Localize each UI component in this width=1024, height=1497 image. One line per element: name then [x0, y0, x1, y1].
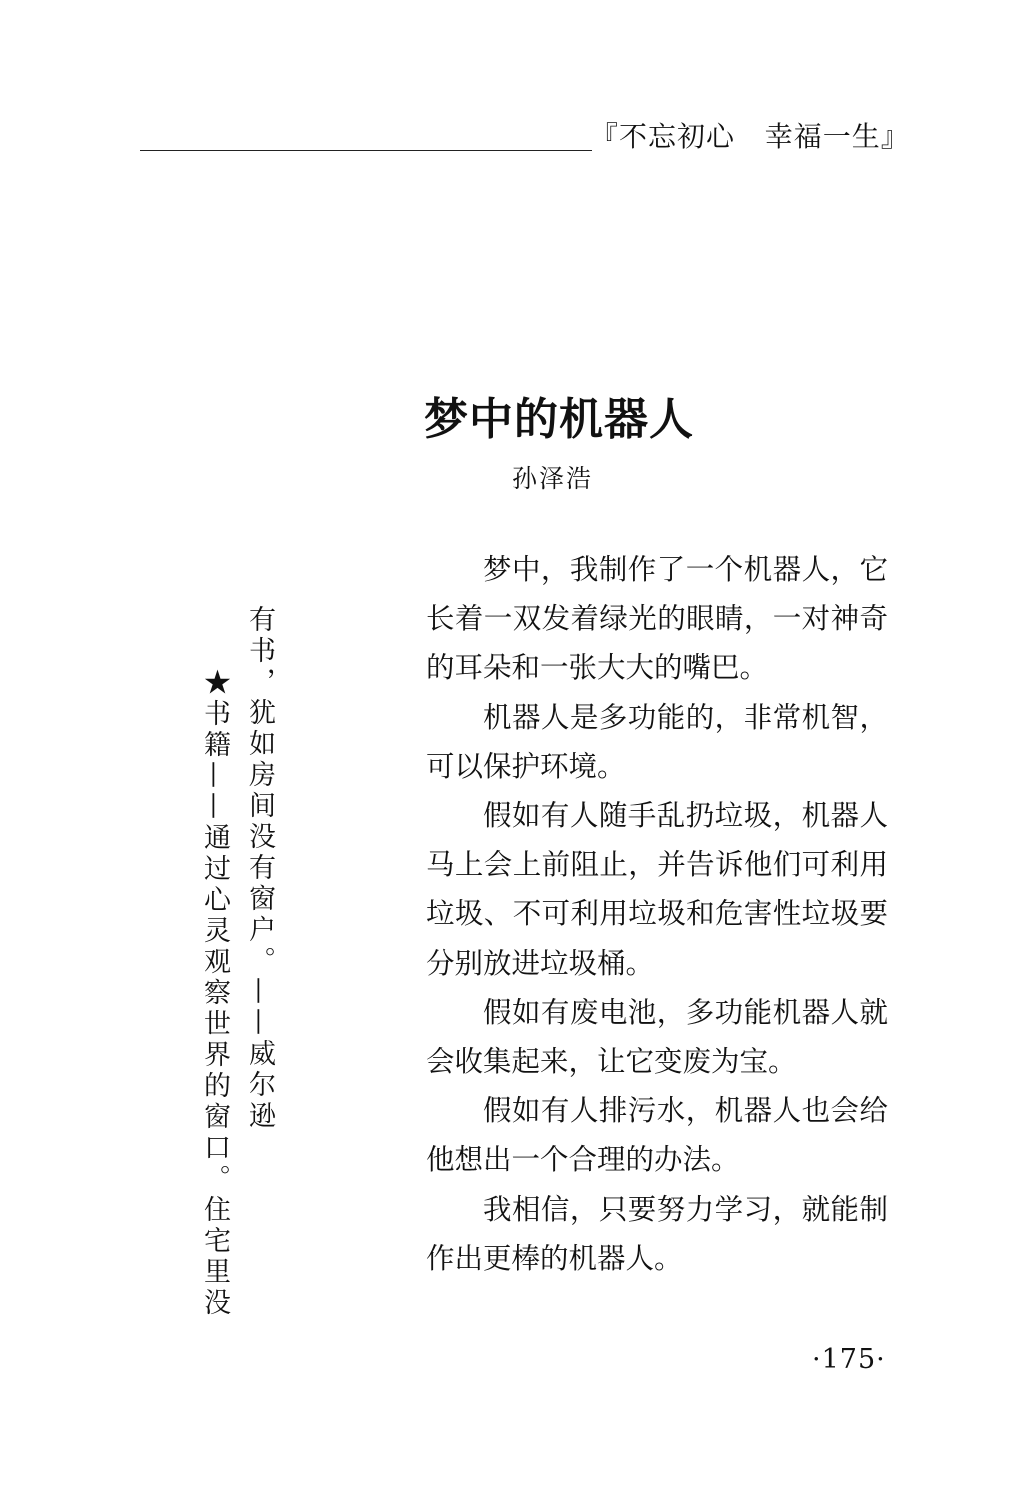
header-rule: [140, 150, 592, 151]
paragraph: 假如有人随手乱扔垃圾，机器人马上会上前阻止，并告诉他们可利用垃圾、不可利用垃圾和危害性垃圾要分别放进垃圾桶。: [426, 799, 888, 980]
running-header-title: 『不忘初心 幸福一生』: [590, 120, 910, 153]
paragraph: 假如有废电池，多功能机器人就会收集起来，让它变废为宝。: [426, 995, 888, 1079]
paragraph: 假如有人排污水，机器人也会给他想出一个合理的办法。: [426, 1094, 888, 1177]
sidebar-quote: 有书，犹如房间没有窗户。——威尔逊: [244, 605, 275, 1132]
paragraph: 我相信，只要努力学习，就能制作出更棒的机器人。: [426, 1192, 888, 1275]
article-title: 梦中的机器人: [424, 394, 694, 445]
paragraph: 梦中，我制作了一个机器人，它长着一双发着绿光的眼睛，一对神奇的耳朵和一张大大的嘴巴。: [426, 553, 888, 685]
page-number: ·175·: [812, 1344, 886, 1375]
article-body: [426, 545, 888, 1283]
sidebar-book-note: ★书籍——通过心灵观察世界的窗口。住宅里没: [199, 668, 230, 1319]
paragraph: 机器人是多功能的，非常机智，可以保护环境。: [426, 700, 888, 783]
article-author: 孙泽浩: [512, 464, 594, 493]
